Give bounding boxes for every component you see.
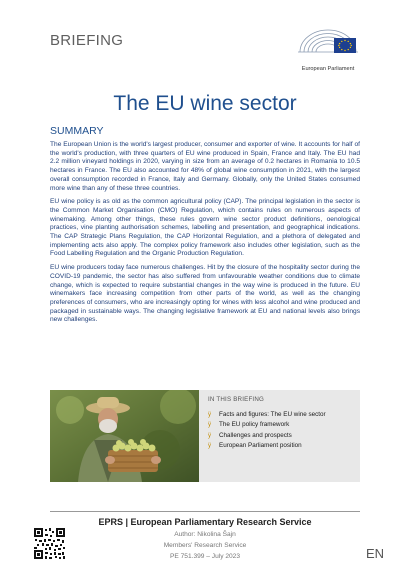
list-item <box>208 441 326 451</box>
summary-paragraph: EU wine producers today face numerous challenges. Hit by the closure of the hospitality sector during the COVID-19 pandemic, the sector has also suffered from unfavourable weather conditions due to climate change, which is expected to require substantial changes in the way wine is produced in the future. EU winemakers face increasing competition from other parts of the world, as well as the changing preferences of consumers, who are increasingly opting for wines with less alcohol and wine produced and packaged in sustainable ways. The changing legislative framework at EU and national levels also brings new challenges. <box>50 264 360 324</box>
footer-divider <box>50 511 360 512</box>
bullet-icon: ÿ <box>208 422 211 429</box>
summary-paragraph: The European Union is the world's largest producer, consumer and exporter of wine. It accounts for half of the world's production, with three quarters of EU wine produced in Spain, France and Italy. The EU had 2.2 million vineyard holdings in 2020, varying in size from an average of 0.2 hectares in Romania to 10.5 hectares in France. The EU also accounted for 48% of global wine consumption in 2021, with the largest overall consumption recorded in France, Italy and Germany. Globally, only the United States consumed more wine than any of these three countries. <box>50 141 360 192</box>
list-item-label: European Parliament position <box>219 442 302 450</box>
bullet-icon: ÿ <box>208 412 211 418</box>
list-item <box>208 410 326 420</box>
bullet-icon: ÿ <box>208 443 211 450</box>
list-item <box>208 420 326 430</box>
in-this-briefing-title: IN THIS BRIEFING <box>208 396 265 403</box>
reference-line: PE 751.399 – July 2023 <box>169 553 241 560</box>
winemaker-grapes-photo <box>50 390 199 482</box>
department-line: Members' Research Service <box>163 542 247 549</box>
language-code: EN <box>366 546 385 561</box>
list-item-label: The EU policy framework <box>219 421 290 429</box>
european-parliament-logo <box>296 22 360 82</box>
list-item-label: Facts and figures: The EU wine sector <box>219 411 326 418</box>
logo-text: European Parliament <box>301 66 355 72</box>
service-name: EPRS | European Parliamentary Research Service <box>98 517 312 527</box>
summary-body <box>50 141 360 330</box>
document-title: The EU wine sector <box>113 92 297 115</box>
list-item-label: Challenges and prospects <box>219 431 292 439</box>
document-type-label: BRIEFING <box>50 32 124 49</box>
summary-paragraph: EU wine policy is as old as the common agricultural policy (CAP). The principal legislation in the sector is the Common Market Organisation (CMO) Regulation, which contains rules on numerous aspects of winemaking. Among other things, these rules govern wine sector product definitions, oenological practices, vine planting authorisation schemes, labelling and presentation, and geographical indications. The CAP Strategic Plans Regulation, the CAP Horizontal Regulation, and a plethora of delegated and implementing acts also apply. The complex policy framework also includes other legislation, such as the Food Labelling Regulation and the Organic Production Regulation. <box>50 198 360 258</box>
author-line: Author: Nikolina Šajn <box>174 531 236 538</box>
in-this-briefing-box <box>199 390 360 482</box>
briefing-contents-list <box>208 410 326 452</box>
summary-heading: SUMMARY <box>50 125 104 137</box>
list-item <box>208 431 326 441</box>
bullet-icon: ÿ <box>208 432 211 439</box>
